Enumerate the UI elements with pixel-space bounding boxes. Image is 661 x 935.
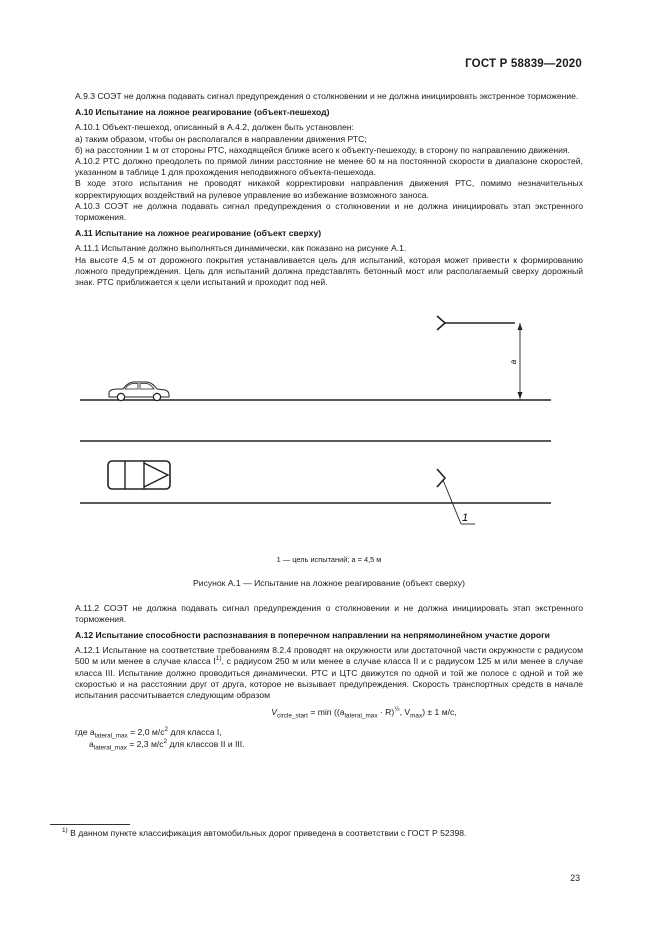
- car-top-view: [108, 461, 170, 489]
- figure-caption: Рисунок А.1 — Испытание на ложное реагирование (объект сверху): [193, 578, 465, 589]
- figure-a1-drawing: [75, 308, 583, 554]
- heading-a12: А.12 Испытание способности распознавания в поперечном направлении на непрямолинейном участке дороги: [75, 630, 550, 641]
- callout-number: 1: [462, 512, 469, 525]
- document-body: [75, 91, 583, 750]
- para-a111: А.11.1 Испытание должно выполняться динамически, как показано на рисунке А.1.: [75, 243, 407, 254]
- para-a101: А.10.1 Объект-пешеход, описанный в А.4.2, должен быть установлен:: [75, 122, 354, 133]
- where-line-class1: где $a_{lateral\_max} = 2,0$ $м/с^2$ для класса I,: [75, 726, 222, 741]
- para-a111-b: На высоте 4,5 м от дорожного покрытия устанавливается цель для испытаний, которая может привести к формированию ложного предупреждения. Цель для испытаний должна представлять бетонный мост или располагаемый сверху дорожный знак. РТС приближается к цели испытаний и проходит под ней.: [75, 254, 583, 288]
- footnote-separator: [50, 824, 130, 825]
- footnote: $^{1)}$ В данном пункте классификация автомобильных дорог приведена в соответствии с ГОСТ Р 52398.: [62, 827, 467, 838]
- figure-legend: 1 — цель испытаний; a = 4,5 м: [276, 555, 382, 565]
- standard-designation: ГОСТ Р 58839—2020: [465, 58, 582, 70]
- footnote-ref: 1): [215, 655, 222, 663]
- para-a112: А.11.2 СОЭТ не должна подавать сигнал предупреждения о столкновении и не должна инициировать этап экстренного торможения.: [75, 602, 583, 624]
- heading-a10: А.10 Испытание на ложное реагирование (объект-пешеход): [75, 107, 330, 118]
- para-a93: А.9.3 СОЭТ не должна подавать сигнал предупреждения о столкновении и не должна инициировать экстренное торможение.: [75, 91, 579, 101]
- overhead-target-top: [437, 469, 445, 487]
- heading-a11: А.11 Испытание на ложное реагирование (объект сверху): [75, 228, 322, 239]
- para-a102: А.10.2 РТС должно преодолеть по прямой линии расстояние не менее 60 м на постоянной скорости в диапазоне скоростей, указанном в таблице 1 для прохождения неподвижного объекта-пешехода.: [75, 156, 583, 178]
- overhead-target-side: [437, 316, 515, 323]
- dimension-label-a: a: [509, 360, 518, 365]
- para-a103: А.10.3 СОЭТ не должна подавать сигнал предупреждения о столкновении и не должна инициировать этап экстренного торможения.: [75, 200, 583, 223]
- para-a102-b: В ходе этого испытания не проводят никакой корректировки направления движения РТС, помимо незначительных корректирующих воздействий на рулевое управление во избежание возможного заноса.: [75, 178, 583, 200]
- car-side-view: [109, 382, 169, 401]
- para-a101-b: б) на расстоянии 1 м от стороны РТС, находящейся ближе всего к объекту-пешеходу, в сторону по направлению движения.: [75, 144, 570, 155]
- formula-v-circle-start: $V_{circle\_start} = \min ((a_{lateral\_max} \cdot R)^{\frac{1}{2}}$, $V_{max}) \pm 1$ м/с,: [271, 706, 457, 720]
- page-number: 23: [570, 873, 580, 883]
- para-a121: А.12.1 Испытание на соответствие требованиям 8.2.4 проводят на окружности или достаточной части окружности с радиусом 500 м или менее в случае класса $I^{1)}$, с радиусом 250 м или менее в случае класса II и с радиусом 125 м или менее в случае класса III. Испытание должно проводиться динамически. РТС и ЦТС движутся по одной и той же полосе с одной и той же скоростью и на расстоянии друг от друга, которое не вызывает предупреждения. Скорость транспортных средств в начале испытания рассчитывается следующим образом: [75, 645, 583, 701]
- callout-leader: [443, 480, 461, 524]
- figure-a1: [75, 308, 583, 554]
- where-line-class23: $a_{lateral\_max} = 2,3$ $м/с^2$ для классов II и III.: [89, 737, 245, 752]
- para-a101-a: а) таким образом, чтобы он располагался в направлении движения РТС;: [75, 133, 367, 144]
